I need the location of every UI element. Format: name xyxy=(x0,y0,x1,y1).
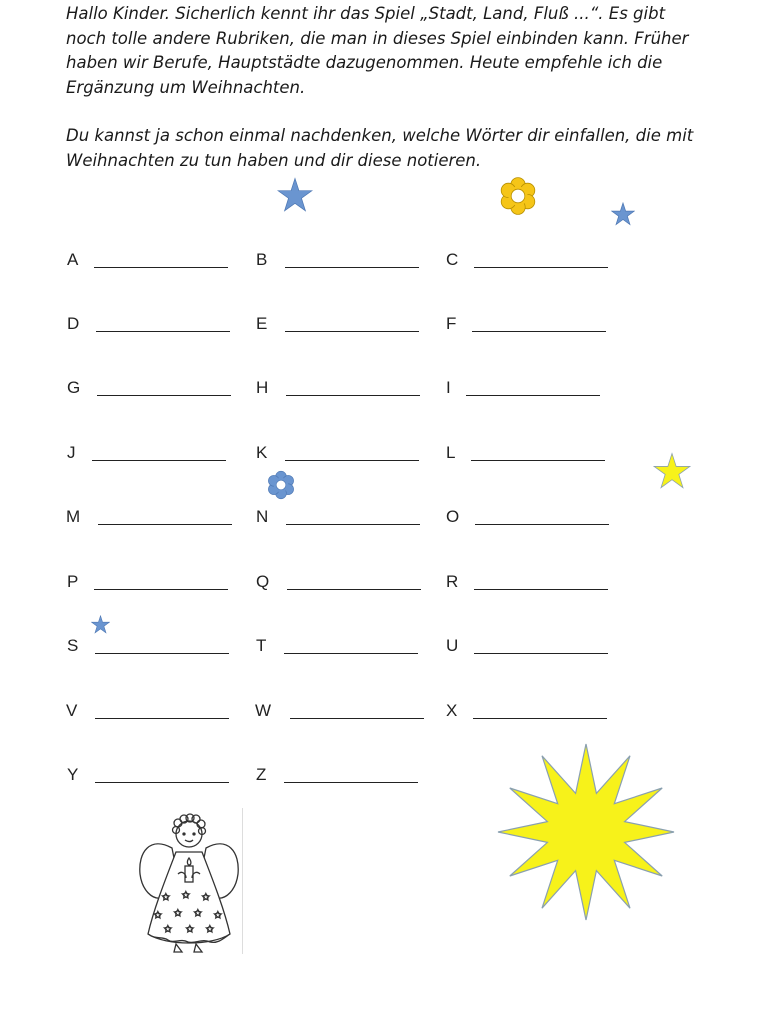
letter-label: C xyxy=(446,250,459,269)
blue-flower-icon xyxy=(266,470,296,500)
svg-text:✩: ✩ xyxy=(154,911,162,921)
letter-label: H xyxy=(256,378,269,397)
svg-text:✩: ✩ xyxy=(164,925,172,935)
letter-label: K xyxy=(256,443,268,462)
letter-label: A xyxy=(67,250,79,269)
letter-label: S xyxy=(67,636,79,655)
letter-label: Y xyxy=(67,765,79,784)
answer-line[interactable] xyxy=(286,524,420,525)
letter-label: R xyxy=(446,572,459,591)
letter-label: D xyxy=(67,314,80,333)
letter-label: M xyxy=(66,507,81,526)
answer-line[interactable] xyxy=(290,718,424,719)
answer-line[interactable] xyxy=(95,653,229,654)
answer-line[interactable] xyxy=(474,653,608,654)
letter-label: B xyxy=(256,250,268,269)
answer-line[interactable] xyxy=(284,653,418,654)
svg-text:✩: ✩ xyxy=(182,891,190,901)
answer-line[interactable] xyxy=(471,460,605,461)
svg-text:✩: ✩ xyxy=(194,909,202,919)
blue-star-icon xyxy=(277,177,313,213)
angel-drawing-icon xyxy=(136,808,243,954)
answer-line[interactable] xyxy=(94,267,228,268)
letter-label: V xyxy=(66,701,78,720)
answer-line[interactable] xyxy=(95,718,229,719)
sun-star-icon xyxy=(497,740,675,924)
intro-paragraph-1: Hallo Kinder. Sicherlich kennt ihr das Spiel „Stadt, Land, Fluß ...“. Es gibt noch tolle andere Rubriken, die man in dieses Spiel einbinden kann. Früher haben wir Berufe, Hauptstädte dazugenommen. Heute empfehle ich die Ergänzung um Weihnachten. xyxy=(66,4,689,97)
letter-label: G xyxy=(67,378,81,397)
answer-line[interactable] xyxy=(475,524,609,525)
answer-line[interactable] xyxy=(286,395,420,396)
svg-text:✩: ✩ xyxy=(214,911,222,921)
answer-line[interactable] xyxy=(92,460,226,461)
answer-line[interactable] xyxy=(474,589,608,590)
intro-paragraph-2: Du kannst ja schon einmal nachdenken, welche Wörter dir einfallen, die mit Weihnachten zu tun haben und dir diese notieren. xyxy=(66,126,694,170)
letter-label: T xyxy=(256,636,267,655)
letter-label: F xyxy=(446,314,457,333)
yellow-flower-icon xyxy=(498,176,538,216)
answer-line[interactable] xyxy=(96,331,230,332)
letter-label: P xyxy=(67,572,79,591)
small-blue-star-icon xyxy=(611,202,635,226)
answer-line[interactable] xyxy=(285,267,419,268)
answer-line[interactable] xyxy=(474,267,608,268)
answer-line[interactable] xyxy=(284,782,418,783)
answer-line[interactable] xyxy=(98,524,232,525)
letter-label: I xyxy=(446,378,451,397)
svg-text:✩: ✩ xyxy=(186,925,194,935)
answer-line[interactable] xyxy=(94,589,228,590)
answer-line[interactable] xyxy=(472,331,606,332)
letter-label: W xyxy=(255,701,272,720)
answer-line[interactable] xyxy=(287,589,421,590)
letter-label: E xyxy=(256,314,268,333)
letter-label: O xyxy=(446,507,460,526)
answer-line[interactable] xyxy=(285,331,419,332)
letter-label: Q xyxy=(256,572,270,591)
answer-line[interactable] xyxy=(97,395,231,396)
letter-label: Z xyxy=(256,765,267,784)
letter-label: L xyxy=(446,443,456,462)
intro-text xyxy=(66,2,706,173)
letter-label: N xyxy=(256,507,269,526)
svg-text:✩: ✩ xyxy=(174,909,182,919)
svg-text:✩: ✩ xyxy=(202,893,210,903)
letter-label: J xyxy=(67,443,76,462)
svg-text:✩: ✩ xyxy=(162,893,170,903)
yellow-star-icon xyxy=(653,452,691,490)
answer-line[interactable] xyxy=(473,718,607,719)
answer-line[interactable] xyxy=(95,782,229,783)
answer-line[interactable] xyxy=(285,460,419,461)
svg-text:✩: ✩ xyxy=(206,925,214,935)
letter-label: U xyxy=(446,636,459,655)
answer-line[interactable] xyxy=(466,395,600,396)
tiny-blue-star-icon xyxy=(91,615,110,634)
letter-label: X xyxy=(446,701,458,720)
